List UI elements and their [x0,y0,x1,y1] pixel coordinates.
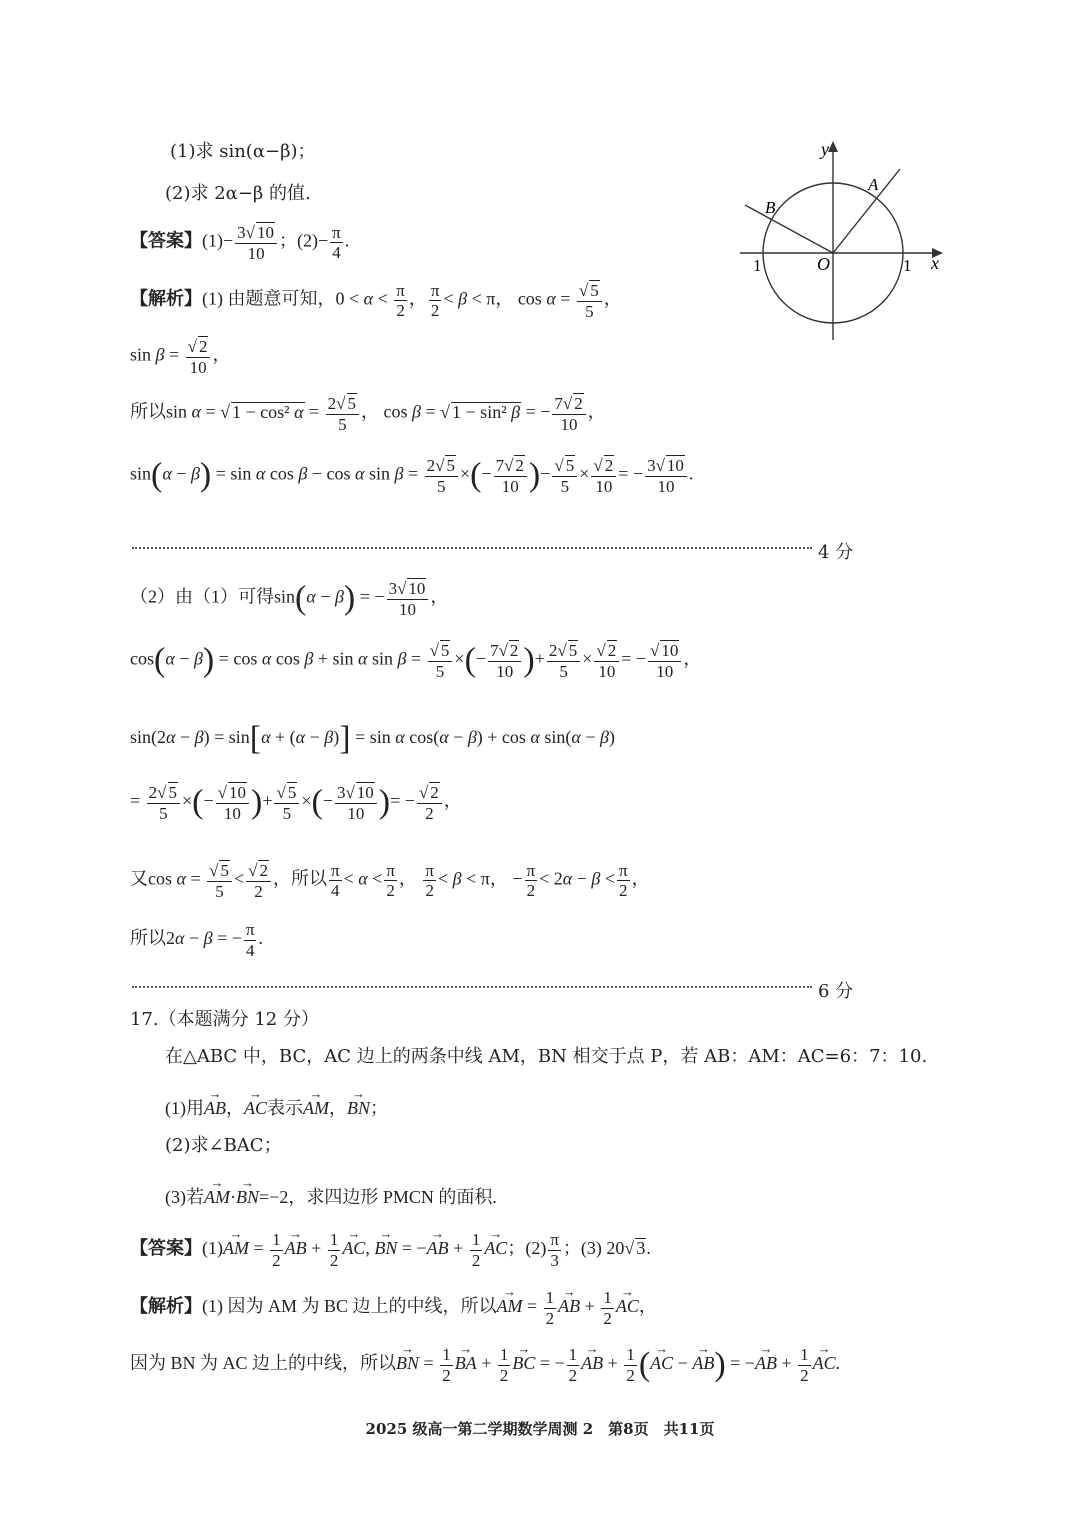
score-divider-1 [132,547,812,549]
q17-statement: 在△ABC 中，BC，AC 边上的两条中线 AM，BN 相交于点 P，若 AB：AM：AC=6：7：10. [165,1046,928,1067]
unit-circle-figure [735,135,950,345]
y-label: y [821,139,829,159]
left-tick-label: 1 [753,256,762,275]
q16-sin-diff: sin(α − β) = sin α cos β − cos α sin β = $\frac{2√ 5}{5}$ ×(− $\frac{7√ 2}{10}$ )− √ $\frac{5}{5}$ × √ $\frac{2}{10}$ = − $\frac{3√ 10}{10}$ . [130,455,693,496]
q16-part2-intro: （2）由（1）可得sin(α − β) = − $\frac{3√ 10}{10}$ ， [130,578,448,619]
right-tick-label: 1 [903,256,912,275]
q16-sinbeta: sin β = √ $\frac{2}{10}$ ， [130,336,230,377]
q16-sin-2a-b: sin(2α − β) = sin[α + (α − β)] = sin α cos(α − β) + cos α sin(α − β) [130,720,615,757]
q17-analysis-line2: 因为 BN 为 AC 边上的中线，所以→ BN = $\frac{1}{2}$ → BA + $\frac{1}{2}$ → BC = − $\frac{1}{2}$ → AB + $\frac{1}{2}$ (→ AC − → AB) = −→ AB + $\frac{1}{2}$ → AC. [130,1345,840,1385]
ray-ob [745,205,833,253]
q16-part2: (2)求 2α−β 的值. [165,183,311,204]
q17-part2: (2)求∠BAC； [165,1135,282,1156]
q17-header: 17.（本题满分 12 分） [130,1009,319,1030]
q16-sin-cos-values: 所以sin α = √ 1 − cos² α = $\frac{2√ 5}{5}$ ， cos β = √ 1 − sin² β = − $\frac{7√ 2}{10}$ ， [130,393,606,434]
score-4: 4 分 [818,542,854,563]
y-axis-arrow [828,141,838,152]
q16-answer-line: 【答案】(1)− $\frac{3√ 10}{10}$ ；(2)− $\frac{\pi}{4}$ . [130,222,349,263]
q17-answer: 【答案】(1)→ AM = $\frac{1}{2}$ → AB + $\frac{1}{2}$ → AC, → BN = −→ AB + $\frac{1}{2}$ → AC；(2) $\frac{\pi}{3}$ ；(3) 20√ 3. [130,1230,651,1270]
q16-sin-2a-b-eval: = $\frac{2√ 5}{5}$ ×(− √ $\frac{10}{10}$ )+ √ $\frac{5}{5}$ ×(− $\frac{3√ 10}{10}$ )= − √ $\frac{2}{2}$ ， [130,782,462,823]
page-footer: 2025 级高一第二学期数学周测 2 第8页 共11页 [365,1420,715,1438]
q16-conclusion: 所以2α − β = − $\frac{\pi}{4}$ . [130,920,263,960]
answer-tag: 【答案】 [130,230,202,251]
q17-part1: (1)用→ AB，→ AC表示→ AM，→ BN； [165,1099,388,1117]
score-6: 6 分 [818,981,854,1002]
q16-range: 又cos α = √ $\frac{5}{5}$ < √ $\frac{2}{2}$ ，所以 $\frac{\pi}{4}$ < α < $\frac{\pi}{2}$ ， $\frac{\pi}{2}$ < β < π， − $\frac{\pi}{2}$ < 2α − β < $\frac{\pi}{2}$ ， [130,860,650,901]
x-label: x [931,253,939,273]
q16-part1: (1)求 sin(α−β)； [170,141,316,162]
origin-label: O [817,254,830,274]
score-divider-2 [132,986,812,988]
q16-analysis-line1: 【解析】(1) 由题意可知，0 < α < $\frac{\pi}{2}$ ， $\frac{\pi}{2}$ < β < π， cos α = √ $\frac{5}{5}$ ， [130,280,622,321]
point-b-label: B [765,198,776,217]
q16-cos-diff: cos(α − β) = cos α cos β + sin α sin β = √ $\frac{5}{5}$ ×(− $\frac{7√ 2}{10}$ )+ $\frac{2√ 5}{5}$ × √ $\frac{2}{10}$ = − √ $\frac{10}{10}$ ， [130,640,701,681]
q17-analysis-line1: 【解析】(1) 因为 AM 为 BC 边上的中线，所以→ AM = $\frac{1}{2}$ → AB + $\frac{1}{2}$ → AC， [130,1288,657,1328]
point-a-label: A [868,175,879,194]
ray-oa [833,169,900,253]
q17-part3: (3)若→ AM·→ BN=−2，求四边形 PMCN 的面积. [165,1188,497,1206]
